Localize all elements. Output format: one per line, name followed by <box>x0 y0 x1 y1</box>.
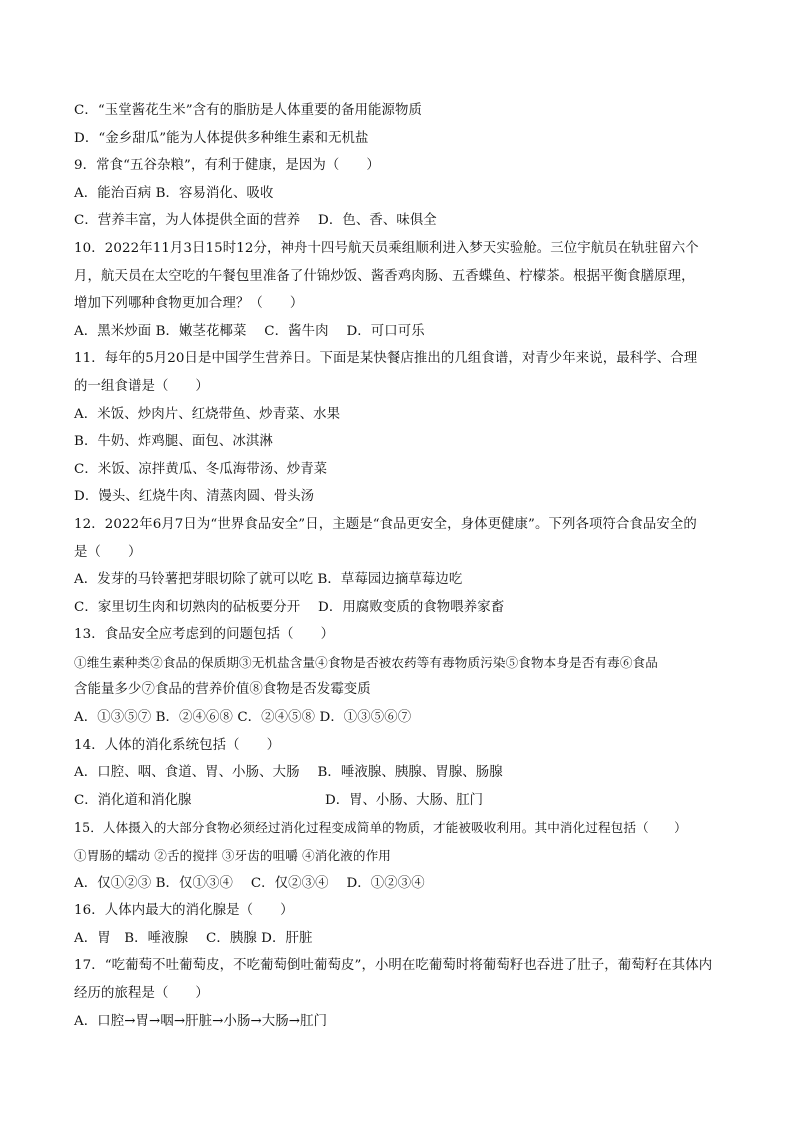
q10-stem-line1: 10．2022年11月3日15时12分，神舟十四号航天员乘组顺利进入梦天实验舱。三位宇航员在轨驻留六个 <box>74 240 699 256</box>
q14-option-c: C．消化道和消化腺 <box>74 792 192 808</box>
q11-option-d: D．馒头、红烧牛肉、清蒸肉圆、骨头汤 <box>74 489 315 505</box>
q15-items: ①胃肠的蠕动 ②舌的搅拌 ③牙齿的咀嚼 ④消化液的作用 <box>74 848 391 864</box>
q10-stem-line2: 月，航天员在太空吃的午餐包里准备了什锦炒饭、酱香鸡肉肠、五香蝶鱼、柠檬茶。根据平衡食膳原理， <box>74 268 695 284</box>
q9-stem: 9．常食“五谷杂粮”，有利于健康，是因为（ ） <box>74 158 380 174</box>
q14-stem: 14．人体的消化系统包括（ ） <box>74 737 281 753</box>
q12-stem-line2: 是（ ） <box>74 544 142 560</box>
q14-option-d: D．胃、小肠、大肠、肛门 <box>325 792 484 808</box>
q11-option-c: C．米饭、凉拌黄瓜、冬瓜海带汤、炒青菜 <box>74 461 328 477</box>
q12-stem-line1: 12．2022年6月7日为“世界食品安全”日，主题是“食品更安全，身体更健康”。下列各项符合食品安全的 <box>74 516 697 532</box>
q13-items-line2: 含能量多少⑦食品的营养价值⑧食物是否发霉变质 <box>74 682 371 698</box>
q17-option-a: A．口腔→胃→咽→肝脏→小肠→大肠→肛门 <box>74 1013 328 1029</box>
q11-stem-line2: 的一组食谱是（ ） <box>74 378 209 394</box>
q15-stem: 15．人体摄入的大部分食物必须经过消化过程变成简单的物质，才能被吸收利用。其中消化过程包括（ ） <box>74 820 687 836</box>
q9-options-cd: C．营养丰富，为人体提供全面的营养 D．色、香、味俱全 <box>74 213 437 229</box>
q15-options: A．仅①②③ B．仅①③④ C．仅②③④ D．①②③④ <box>74 875 425 891</box>
q11-stem-line1: 11．每年的5月20日是中国学生营养日。下面是某快餐店推出的几组食谱，对青少年来说，最科学、合理 <box>74 351 698 367</box>
q13-items-line1: ①维生素种类②食品的保质期③无机盐含量④食物是否被农药等有毒物质污染⑤食物本身是否有毒⑥食品 <box>74 654 658 670</box>
q17-stem-line1: 17．“吃葡萄不吐葡萄皮，不吃葡萄倒吐葡萄皮”，小明在吃葡萄时将葡萄籽也吞进了肚子，葡萄籽在其体内 <box>74 958 713 974</box>
q8-option-d: D．“金乡甜瓜”能为人体提供多种维生素和无机盐 <box>74 130 369 146</box>
q13-options: A．①③⑤⑦ B．②④⑥⑧ C．②④⑤⑧ D．①③⑤⑥⑦ <box>74 710 412 726</box>
q9-options-ab: A．能治百病 B．容易消化、吸收 <box>74 185 274 201</box>
q12-options-ab: A．发芽的马铃薯把芽眼切除了就可以吃 B．草莓园边摘草莓边吃 <box>74 572 463 588</box>
q14-options-cd <box>74 787 724 815</box>
q10-options: A．黑米炒面 B．嫩茎花椰菜 C．酱牛肉 D．可口可乐 <box>74 323 425 339</box>
q16-stem: 16．人体内最大的消化腺是（ ） <box>74 903 294 919</box>
q10-stem-line3: 增加下列哪种食物更加合理？（ ） <box>74 296 304 312</box>
question-list <box>74 97 724 1035</box>
q14-options-ab: A．口腔、咽、食道、胃、小肠、大肠 B．唾液腺、胰腺、胃腺、肠腺 <box>74 765 503 781</box>
q12-options-cd: C．家里切生肉和切熟肉的砧板要分开 D．用腐败变质的食物喂养家畜 <box>74 599 505 615</box>
q16-options: A．胃 B．唾液腺 C．胰腺 D．肝脏 <box>74 930 313 946</box>
q17-stem-line2: 经历的旅程是（ ） <box>74 986 209 1001</box>
q13-stem: 13．食品安全应考虑到的问题包括（ ） <box>74 627 335 643</box>
q11-option-a: A．米饭、炒肉片、红烧带鱼、炒青菜、水果 <box>74 406 341 422</box>
q8-option-c: C．“玉堂酱花生米”含有的脂肪是人体重要的备用能源物质 <box>74 103 423 118</box>
q11-option-b: B．牛奶、炸鸡腿、面包、冰淇淋 <box>74 434 273 450</box>
